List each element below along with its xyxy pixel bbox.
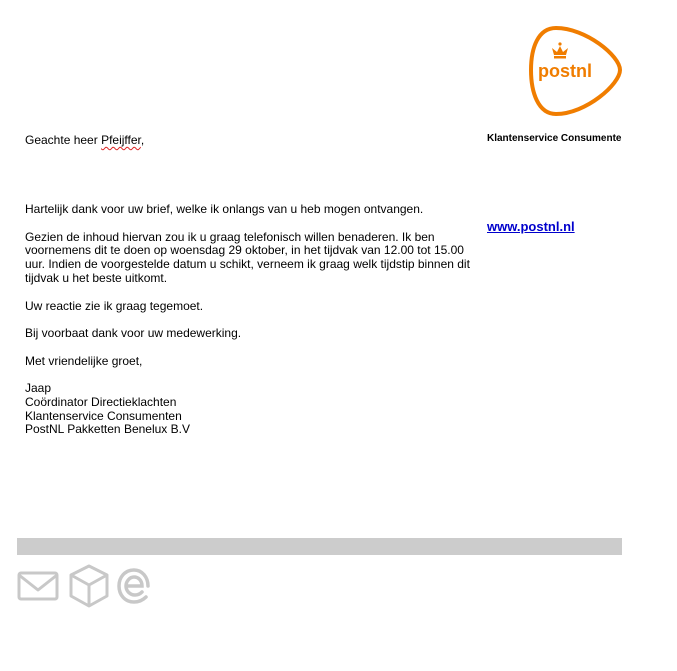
footer-bar (17, 538, 622, 555)
signature-title: Coördinator Directieklachten (25, 394, 177, 409)
greeting (25, 133, 144, 147)
signature (25, 382, 190, 437)
footer-icons (17, 563, 157, 611)
email-at-icon (119, 570, 148, 602)
letter-body (25, 203, 475, 382)
logo-text: postnl (538, 61, 592, 81)
closing: Met vriendelijke groet, (25, 353, 143, 368)
greeting-prefix: Geachte heer (25, 133, 102, 147)
website-link[interactable]: www.postnl.nl (487, 219, 575, 234)
body-paragraph: Hartelijk dank voor uw brief, welke ik onlangs van u heb mogen ontvangen. (25, 202, 424, 216)
signature-department: Klantenservice Consumenten (25, 408, 182, 423)
postnl-logo (528, 22, 624, 118)
body-paragraph: Uw reactie zie ik graag tegemoet. (25, 298, 204, 313)
greeting-suffix: , (140, 133, 145, 147)
envelope-icon (19, 573, 57, 599)
body-paragraph: Bij voorbaat dank voor uw medewerking. (25, 326, 242, 341)
signature-name: Jaap (25, 381, 52, 395)
package-icon (71, 566, 107, 606)
signature-company: PostNL Pakketten Benelux B.V (25, 422, 190, 437)
recipient-name: Pfeijffer (101, 133, 141, 147)
body-paragraph: Gezien de inhoud hiervan zou ik u graag telefonisch willen benaderen. Ik ben voornemens dit te doen op woensdag 29 oktober, in het tijdvak van 12.00 tot 15.00 uur. Indien de voorgestelde datum u schikt, verneem ik graag welk tijdstip binnen dit tijdvak u het beste uitkomt. (25, 229, 470, 285)
department-label: Klantenservice Consumente (487, 133, 622, 144)
